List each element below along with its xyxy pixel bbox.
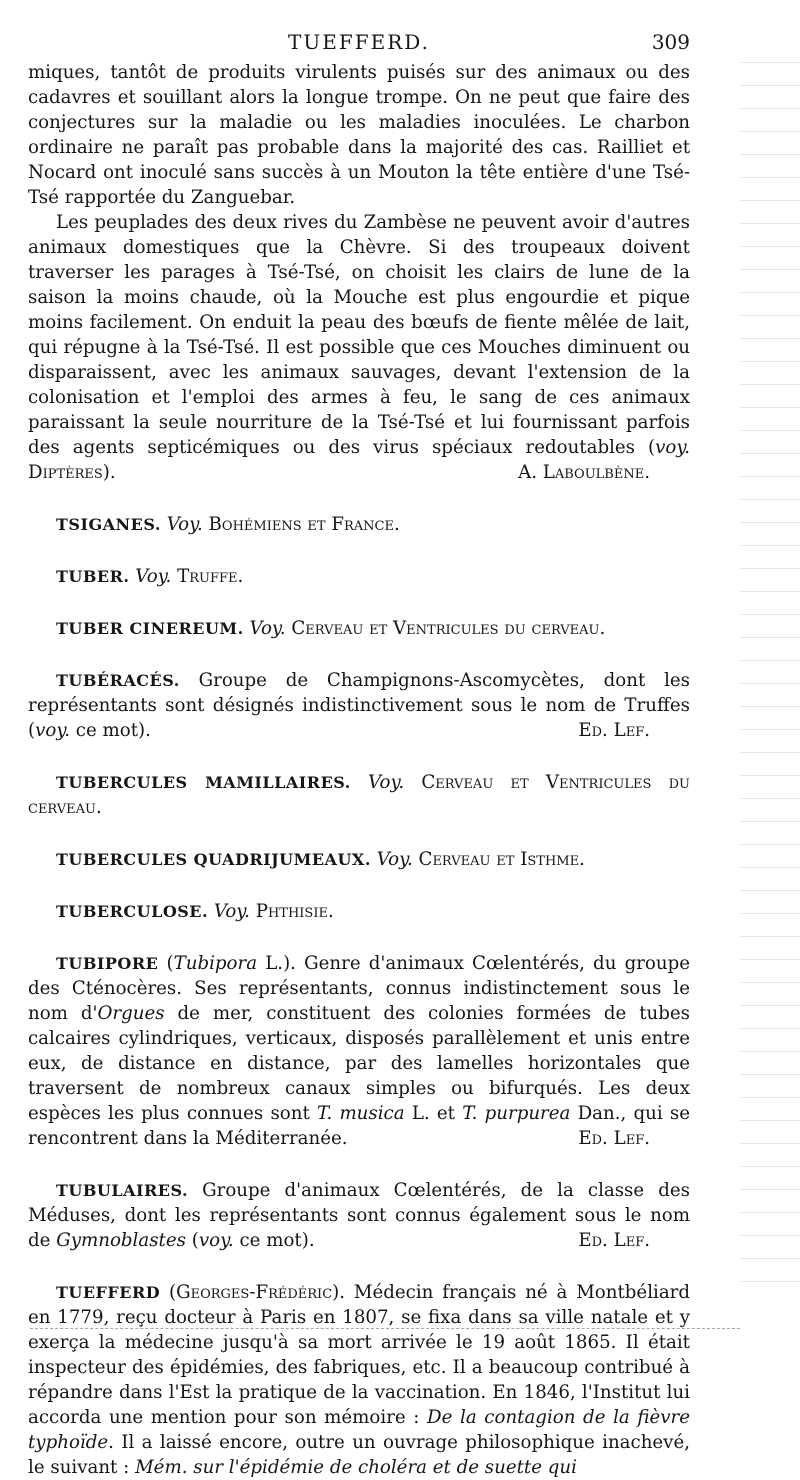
- page-header: [28, 30, 690, 60]
- entry-tuberculose: [28, 899, 690, 924]
- work-title: De la contagion de la fièvre typhoïde: [28, 1407, 691, 1453]
- entry-tuber: [28, 564, 690, 589]
- species-name: T. purpurea: [462, 1103, 571, 1124]
- species-name: T. musica: [316, 1103, 405, 1124]
- entry-tubercules-quadrijumeaux: [28, 847, 690, 872]
- running-title: TUEFFERD.: [288, 30, 430, 54]
- paragraph-tse-tse-2: [28, 210, 690, 485]
- paragraph-tse-tse-1: [28, 60, 690, 210]
- entry-tuber-cinereum: [28, 616, 690, 641]
- entry-headword: TUBER.: [56, 567, 130, 586]
- entry-text: L. et: [404, 1103, 463, 1124]
- cross-ref: Cerveau et Ventricules du cerveau.: [28, 772, 690, 818]
- entry-text: Genre d'animaux Cœlentérés, du groupe des Cténocères. Ses représentants, connus indistinctement sous le nom d': [28, 953, 690, 1024]
- author-signature: Ed. Lef.: [578, 720, 650, 741]
- given-names: (Georges-Frédéric).: [160, 1282, 346, 1303]
- cross-ref: Truffe.: [171, 566, 244, 587]
- voy-ref: Voy.: [368, 772, 405, 793]
- entry-tuberaces: [28, 668, 690, 743]
- voy-ref: Voy.: [376, 849, 413, 870]
- scan-bottom-marks: [30, 1328, 740, 1331]
- cross-ref: Cerveau et Isthme.: [412, 849, 585, 870]
- entry-headword: TUBÉRACÉS.: [56, 671, 180, 690]
- italic-term: Gymnoblastes: [56, 1230, 186, 1251]
- entry-headword: TUBERCULES QUADRIJUMEAUX.: [56, 850, 371, 869]
- entry-tubercules-mamillaires: [28, 770, 690, 820]
- entry-text: Dan., qui se rencontrent dans la Méditerranée.: [28, 1103, 690, 1149]
- voy-ref: voy.: [198, 1230, 234, 1251]
- entry-text: de mer, constituent des colonies formées de tubes calcaires cylindriques, verticaux, disposés parallèlement et unis entre eux, de distance en distance, par des lamelles horizontales que traversent de nombreux canaux simples ou bifurqués. Les deux espèces les plus connues sont: [28, 1003, 690, 1124]
- entry-text: ce mot).: [69, 720, 151, 741]
- entry-headword: TUEFFERD: [56, 1283, 161, 1302]
- entry-tuefferd: [28, 1280, 690, 1480]
- cross-ref: Bohémiens et France.: [202, 514, 400, 535]
- page-number: 309: [651, 30, 690, 54]
- author-signature: Ed. Lef.: [578, 1230, 650, 1251]
- voy-ref: voy.: [655, 437, 690, 458]
- scan-margin-marks: [740, 40, 800, 1300]
- cross-ref: Cerveau et Ventricules du cerveau.: [285, 618, 606, 639]
- entry-tubipore: TUBIPORE (Tubipora L.). Genre d'animaux Cœlentérés, du groupe des Cténocères. Ses représentants, connus indistinctement sous le nom d'Orgues de mer, constituent des colonies formées de tubes calcaires cylindriques, verticaux, disposés parallèlement et unis entre eux, de distance en distance, par des lamelles horizontales que traversent de nombreux canaux simples ou bifurqués. Les deux espèces les plus connues sont T. musica L. et T. purpurea Dan., qui se rencontrent dans la Méditerranée. Ed. Lef.: [28, 953, 690, 1149]
- work-title: Mém. sur l'épidémie de choléra et de suette qui: [135, 1457, 577, 1478]
- entry-text: L.).: [257, 953, 296, 974]
- entry-text: Groupe d'animaux Cœlentérés, de la classe des Méduses, dont les représentants sont connus également sous le nom de: [28, 1180, 690, 1251]
- paragraph-text: miques, tantôt de produits virulents puisés sur des animaux ou des cadavres et souillant alors la longue trompe. On ne peut que faire des conjectures sur la maladie ou les maladies inoculées. Le charbon ordinaire ne paraît pas probable dans la majorité des cas. Railliet et Nocard ont inoculé sans succès à un Mouton la tête entière d'une Tsé-Tsé rapportée du Zanguebar.: [28, 62, 690, 208]
- entry-headword: TUBERCULOSE.: [56, 902, 209, 921]
- voy-ref: Voy.: [213, 901, 250, 922]
- entry-text: Médecin français né à Montbéliard en 1779, reçu docteur à Paris en 1807, se fixa dans sa ville natale et y exerça la médecine jusqu'à sa mort arrivée le 19 août 1865. Il était inspecteur des épidémies, des fabriques, etc. Il a beaucoup contribué à répandre dans l'Est la pratique de la vaccination. En 1846, l'Institut lui accorda une mention pour son mémoire :: [28, 1282, 691, 1428]
- entry-text: . Il a laissé encore, outre un ouvrage philosophique inachevé, le suivant :: [28, 1432, 690, 1478]
- voy-ref: Voy.: [135, 566, 172, 587]
- paragraph-text: Les peuplades des deux rives du Zambèse ne peuvent avoir d'autres animaux domestiques que la Chèvre. Si des troupeaux doivent traverser les parages à Tsé-Tsé, on choisit les clairs de lune de la saison la moins chaude, où la Mouche est plus engourdie et pique moins facilement. On enduit la peau des bœufs de fiente mêlée de lait, qui répugne à la Tsé-Tsé. Il est possible que ces Mouches diminuent ou disparaissent, avec les animaux sauvages, devant l'extension de la colonisation et l'emploi des armes à feu, le sang de ces animaux paraissant la seule nourriture de la Tsé-Tsé et lui fournissant parfois des agents septicémiques ou des virus spéciaux redoutables (: [28, 212, 690, 458]
- entry-headword: TUBIPORE: [56, 954, 159, 973]
- entry-text: Groupe de Champignons-Ascomycètes, dont les représentants sont désignés indistinctivement sous le nom de Truffes (: [28, 670, 690, 741]
- entry-tsiganes: [28, 512, 690, 537]
- author-signature: Ed. Lef.: [578, 1128, 650, 1149]
- voy-ref: Voy.: [249, 618, 286, 639]
- cross-ref: Diptères).: [28, 462, 116, 483]
- author-signature: A. Laboulbène.: [518, 462, 650, 483]
- entry-headword: TUBERCULES MAMILLAIRES.: [56, 773, 351, 792]
- voy-ref: voy.: [35, 720, 70, 741]
- entry-headword: TSIGANES.: [56, 515, 161, 534]
- entry-tubulaires: TUBULAIRES. Groupe d'animaux Cœlentérés, de la classe des Méduses, dont les représentants sont connus également sous le nom de Gymnoblastes (voy. ce mot). Ed. Lef.: [28, 1180, 690, 1251]
- entry-headword: TUBER CINEREUM.: [56, 619, 244, 638]
- cross-ref: Phthisie.: [249, 901, 334, 922]
- italic-term: Orgues: [97, 1003, 165, 1024]
- entry-text: ce mot).: [233, 1230, 315, 1251]
- voy-ref: Voy.: [166, 514, 203, 535]
- page: [28, 30, 690, 1480]
- latin-name: Tubipora: [173, 953, 258, 974]
- entry-headword: TUBULAIRES.: [56, 1181, 189, 1200]
